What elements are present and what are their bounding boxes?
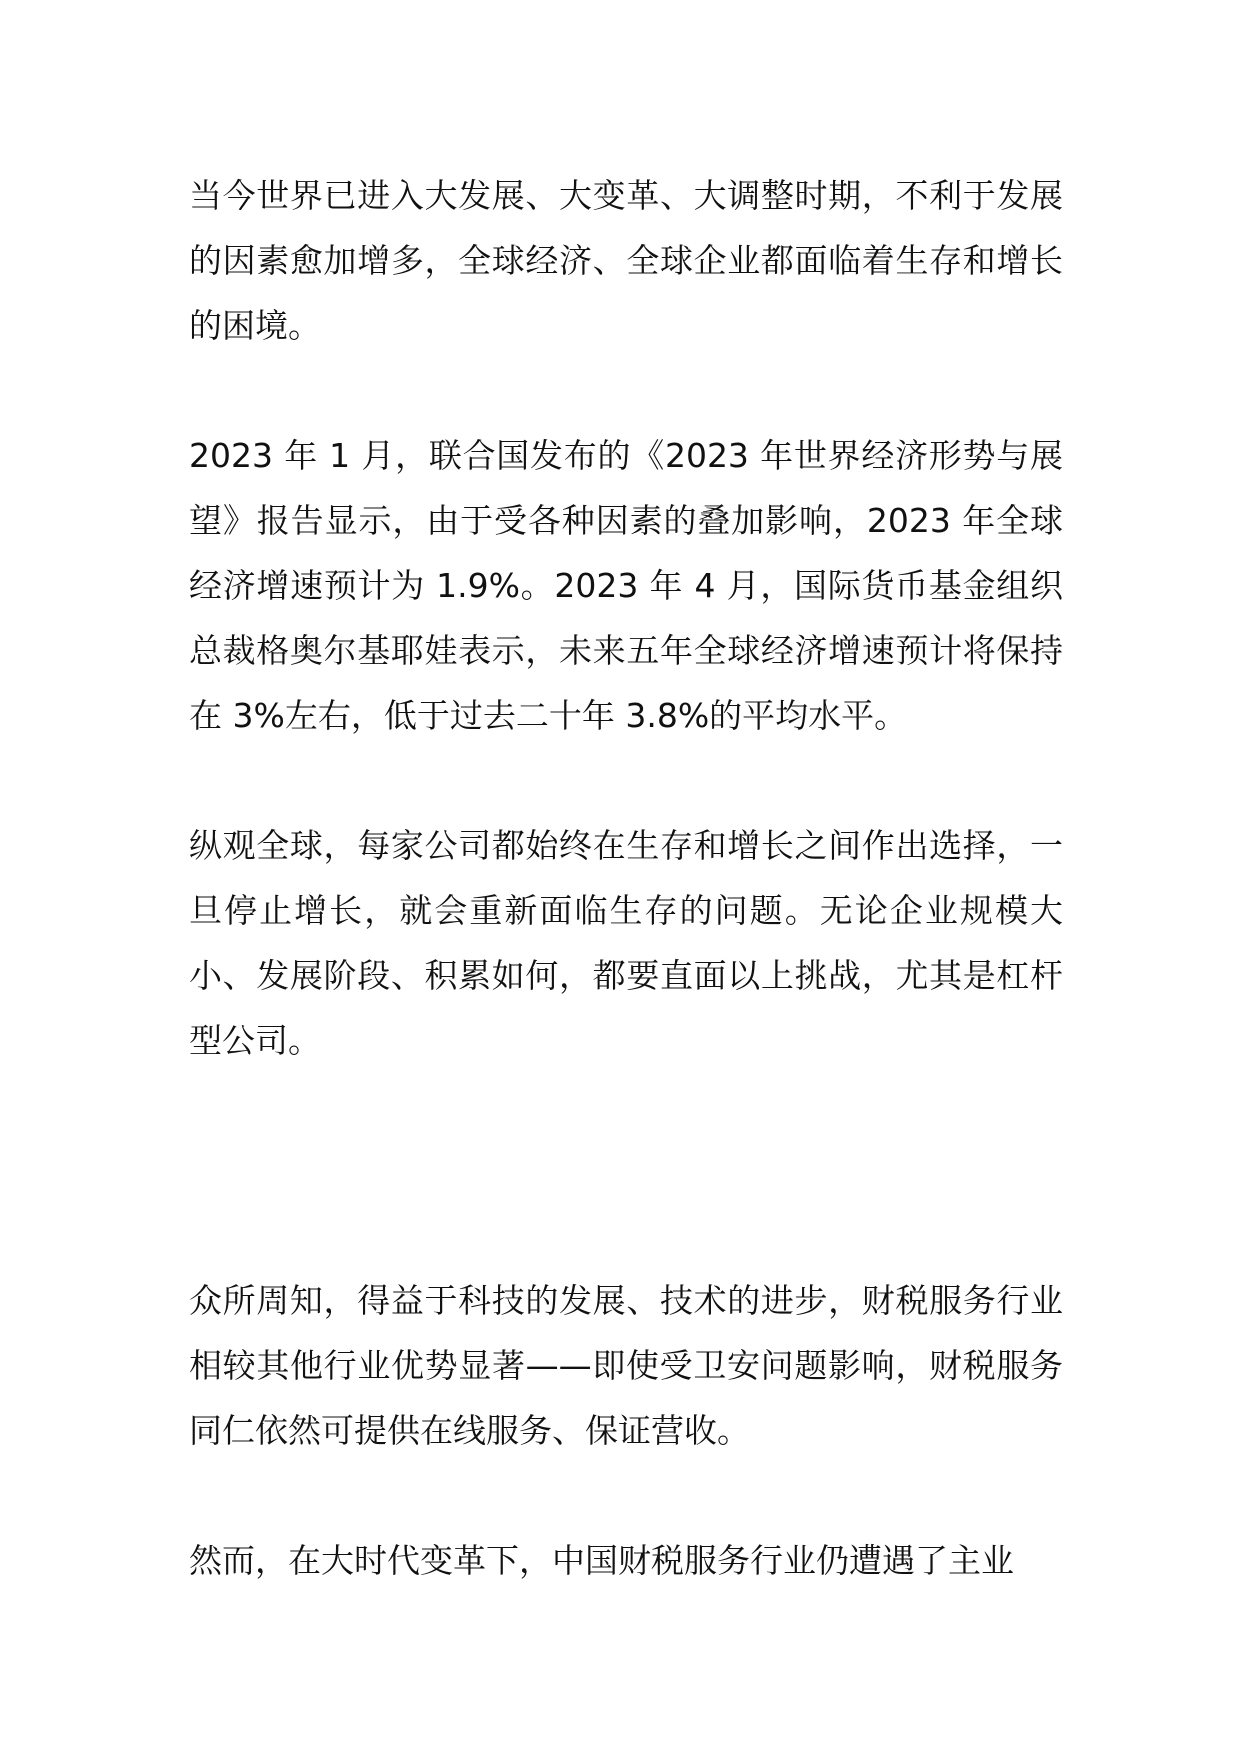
paragraph-world-situation: 当今世界已进入大发展、大变革、大调整时期，不利于发展的因素愈加增多，全球经济、全球企业都面临着生存和增长的困境。 [189, 176, 1063, 345]
body-text [189, 163, 1063, 1593]
section-spacer [189, 1073, 1063, 1268]
paragraph-tax-services-advantage: 众所周知，得益于科技的发展、技术的进步，财税服务行业相较其他行业优势显著——即使受卫安问题影响，财税服务同仁依然可提供在线服务、保证营收。 [189, 1281, 1063, 1450]
paragraph-spacer [189, 1463, 1063, 1528]
paragraph-tax-services-challenge: 然而，在大时代变革下，中国财税服务行业仍遭遇了主业 [189, 1541, 1014, 1580]
paragraph-survival-growth: 纵观全球，每家公司都始终在生存和增长之间作出选择，一旦停止增长，就会重新面临生存的问题。无论企业规模大小、发展阶段、积累如何，都要直面以上挑战，尤其是杠杆型公司。 [189, 826, 1063, 1060]
paragraph-economic-forecast: 2023 年 1 月，联合国发布的《2023 年世界经济形势与展望》报告显示，由于受各种因素的叠加影响，2023 年全球经济增速预计为 1.9%。2023 年 4 月，国际货币基金组织总裁格奥尔基耶娃表示，未来五年全球经济增速预计将保持在 3%左右，低于过去二十年 3.8%的平均水平。 [189, 436, 1063, 735]
paragraph-spacer [189, 358, 1063, 423]
paragraph-spacer [189, 748, 1063, 813]
